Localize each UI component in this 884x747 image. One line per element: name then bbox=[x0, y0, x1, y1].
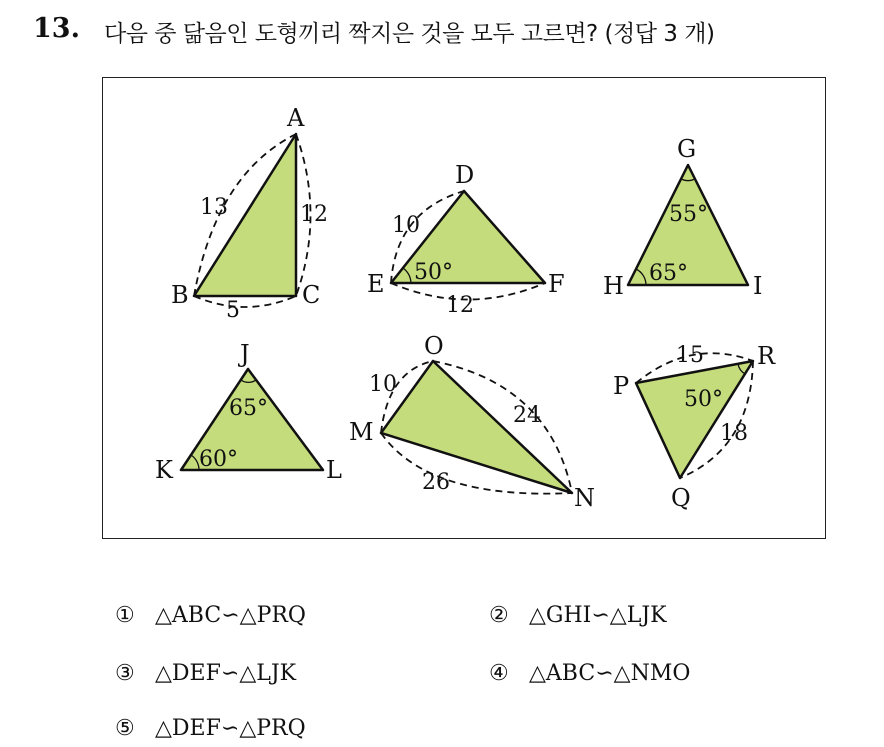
vertex-f: F bbox=[548, 270, 565, 298]
side-on: 24 bbox=[513, 403, 541, 428]
vertex-p: P bbox=[613, 372, 630, 400]
side-rq: 18 bbox=[720, 421, 748, 446]
choice-1[interactable] bbox=[115, 603, 306, 628]
choice-5-mark: ⑤ bbox=[115, 716, 135, 741]
triangles-figure bbox=[103, 78, 827, 540]
angle-k: 60° bbox=[199, 447, 238, 472]
vertex-j: J bbox=[240, 340, 250, 368]
side-ac: 12 bbox=[300, 202, 328, 227]
vertex-c: C bbox=[302, 281, 321, 309]
vertex-m: M bbox=[349, 418, 374, 446]
vertex-h: H bbox=[603, 272, 624, 300]
side-pr: 15 bbox=[676, 343, 704, 368]
choice-2-text: △GHI∽△LJK bbox=[529, 603, 667, 628]
angle-h: 65° bbox=[649, 261, 688, 286]
side-mn: 26 bbox=[422, 470, 450, 495]
choice-5[interactable] bbox=[115, 716, 306, 741]
vertex-i: I bbox=[753, 272, 763, 300]
choice-2-mark: ② bbox=[489, 603, 509, 628]
angle-j: 65° bbox=[229, 396, 268, 421]
side-de: 10 bbox=[392, 213, 420, 238]
vertex-n: N bbox=[574, 484, 595, 512]
side-ab: 13 bbox=[200, 195, 228, 220]
side-ef: 12 bbox=[446, 293, 474, 318]
choice-4[interactable] bbox=[489, 661, 690, 686]
choice-4-mark: ④ bbox=[489, 661, 509, 686]
vertex-k: K bbox=[155, 456, 173, 484]
triangle-omn bbox=[381, 361, 572, 493]
arc-bc bbox=[194, 296, 296, 307]
side-om: 10 bbox=[369, 372, 397, 397]
vertex-g: G bbox=[677, 135, 697, 163]
vertex-d: D bbox=[455, 161, 475, 189]
choice-3-text: △DEF∽△LJK bbox=[155, 661, 297, 686]
choice-5-text: △DEF∽△PRQ bbox=[155, 716, 306, 741]
vertex-l: L bbox=[326, 456, 342, 484]
choice-4-text: △ABC∽△NMO bbox=[529, 661, 691, 686]
angle-r: 50° bbox=[684, 387, 723, 412]
angle-g: 55° bbox=[669, 202, 708, 227]
angle-e: 50° bbox=[414, 260, 453, 285]
vertex-a: A bbox=[287, 104, 305, 132]
choice-3-mark: ③ bbox=[115, 661, 135, 686]
choice-3[interactable] bbox=[115, 661, 296, 686]
question-text: 다음 중 닮음인 도형끼리 짝지은 것을 모두 고르면? (정답 3 개) bbox=[104, 21, 715, 47]
figure-box bbox=[102, 77, 826, 539]
choice-1-mark: ① bbox=[115, 603, 135, 628]
triangle-prq bbox=[636, 361, 753, 478]
question-number: 13. bbox=[33, 13, 80, 44]
vertex-q: Q bbox=[671, 484, 691, 512]
vertex-e: E bbox=[367, 270, 385, 298]
side-bc: 5 bbox=[226, 298, 240, 323]
vertex-r: R bbox=[757, 342, 776, 370]
vertex-b: B bbox=[171, 281, 189, 309]
choice-1-text: △ABC∽△PRQ bbox=[155, 603, 306, 628]
choice-2[interactable] bbox=[489, 603, 667, 628]
vertex-o: O bbox=[424, 332, 444, 360]
